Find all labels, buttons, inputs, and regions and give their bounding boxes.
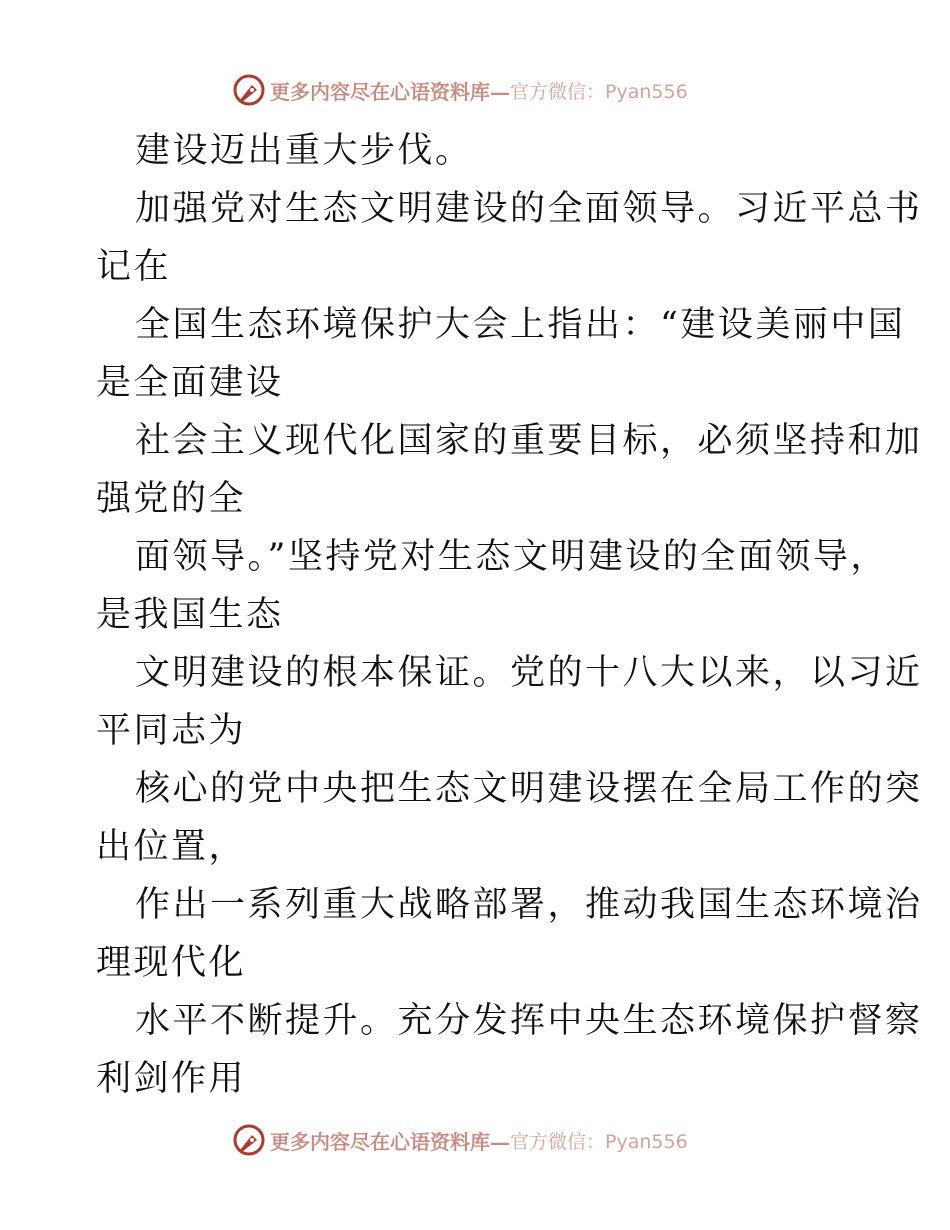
- text-line: 加强党对生态文明建设的全面领导。习近平总书: [135, 189, 923, 229]
- pen-nib-circle-icon: [232, 1123, 266, 1157]
- text-line: 全国生态环境保护大会上指出：“建设美丽中国: [135, 305, 906, 345]
- text-line: 水平不断提升。充分发挥中央生态环境保护督察: [135, 1001, 923, 1041]
- banner-sub-text: 官方微信：Pyan556: [510, 80, 688, 103]
- text-line: 利剑作用: [96, 1059, 247, 1099]
- text-line: 是全面建设: [96, 363, 284, 403]
- footer-banner: [232, 1122, 688, 1158]
- text-line: 作出一系列重大战略部署，推动我国生态环境治: [135, 885, 923, 925]
- banner-main-text: 更多内容尽在心语资料库—: [270, 79, 510, 104]
- text-line: 是我国生态: [96, 595, 284, 635]
- banner-sub-text: 官方微信：Pyan556: [510, 1130, 688, 1153]
- text-line: 理现代化: [96, 943, 247, 983]
- header-banner: [232, 72, 688, 108]
- text-line: 文明建设的根本保证。党的十八大以来，以习近: [135, 653, 923, 693]
- pen-nib-circle-icon: [232, 73, 266, 107]
- text-line: 出位置，: [96, 827, 247, 867]
- body-text: [96, 122, 923, 1108]
- text-line: 强党的全: [96, 479, 247, 519]
- text-line: 核心的党中央把生态文明建设摆在全局工作的突: [135, 769, 923, 809]
- text-line: 记在: [96, 247, 172, 287]
- text-line: 面领导。”坚持党对生态文明建设的全面领导，: [135, 537, 888, 577]
- banner-main-text: 更多内容尽在心语资料库—: [270, 1129, 510, 1154]
- text-line: 建设迈出重大步伐。: [135, 131, 473, 171]
- text-line: 社会主义现代化国家的重要目标，必须坚持和加: [135, 421, 923, 461]
- text-line: 平同志为: [96, 711, 247, 751]
